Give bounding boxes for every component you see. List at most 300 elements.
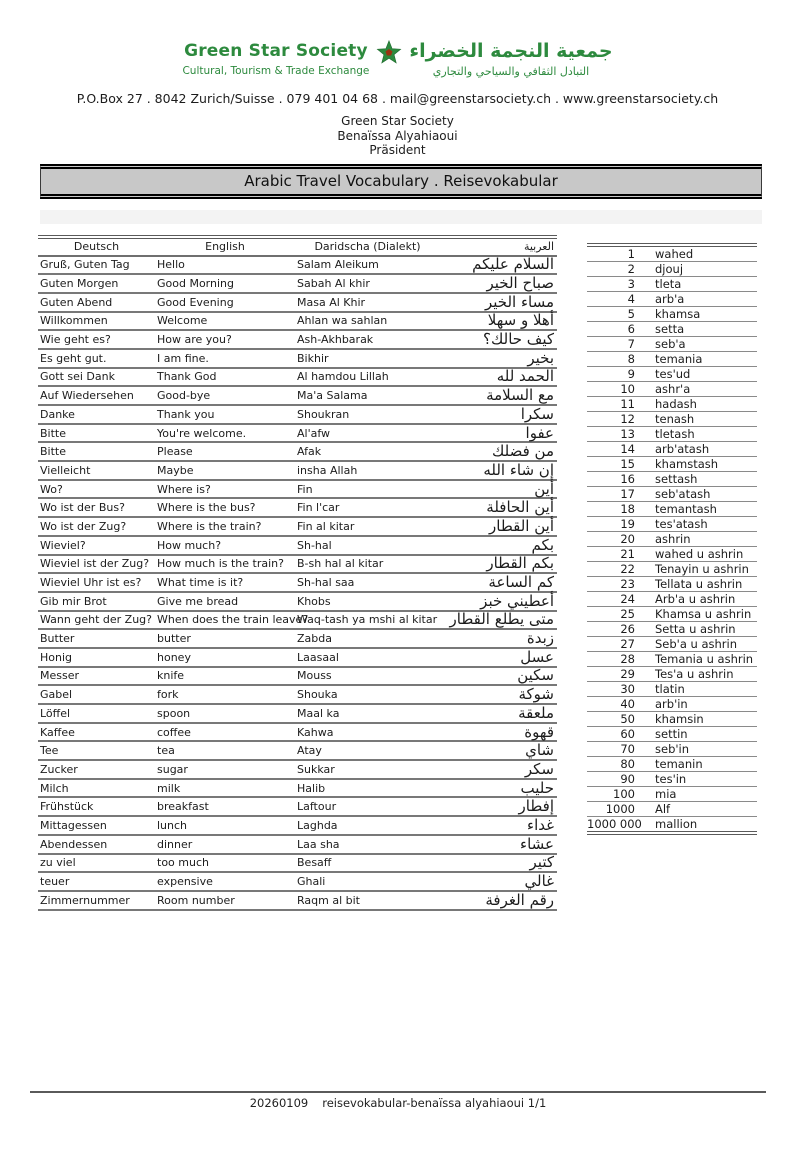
number-cell-num: 60 bbox=[587, 726, 645, 741]
vocab-cell-ar: إفطار bbox=[440, 797, 557, 816]
vocab-row bbox=[38, 536, 557, 555]
footer-page-indicator: 1/1 bbox=[527, 1096, 547, 1110]
number-cell-word: wahed bbox=[645, 245, 757, 262]
vocab-cell-dialect: Fin al kitar bbox=[295, 517, 440, 536]
number-cell-word: Temania u ashrin bbox=[645, 651, 757, 666]
number-cell-num: 5 bbox=[587, 306, 645, 321]
number-cell-word: ashr'a bbox=[645, 381, 757, 396]
number-row bbox=[587, 666, 757, 681]
vocab-cell-ar: السلام عليكم bbox=[440, 256, 557, 275]
number-row bbox=[587, 321, 757, 336]
vocab-cell-ar: إن شاء الله bbox=[440, 461, 557, 480]
number-row bbox=[587, 711, 757, 726]
number-cell-word: arb'atash bbox=[645, 441, 757, 456]
number-row bbox=[587, 531, 757, 546]
number-cell-num: 30 bbox=[587, 681, 645, 696]
vocab-cell-de: Auf Wiedersehen bbox=[38, 386, 155, 405]
vocab-row bbox=[38, 835, 557, 854]
vocab-cell-ar: مع السلامة bbox=[440, 386, 557, 405]
number-row bbox=[587, 681, 757, 696]
number-cell-num: 90 bbox=[587, 771, 645, 786]
vocab-cell-de: Gabel bbox=[38, 685, 155, 704]
vocab-cell-dialect: Zabda bbox=[295, 629, 440, 648]
vocab-cell-en: spoon bbox=[155, 704, 295, 723]
number-cell-word: tes'ud bbox=[645, 366, 757, 381]
number-cell-word: tleta bbox=[645, 276, 757, 291]
vocab-cell-de: Willkommen bbox=[38, 312, 155, 331]
vocab-cell-ar: أين القطار bbox=[440, 517, 557, 536]
number-row bbox=[587, 801, 757, 816]
vocab-cell-en: Thank God bbox=[155, 368, 295, 387]
vocab-cell-de: Wie geht es? bbox=[38, 330, 155, 349]
vocab-cell-en: How much? bbox=[155, 536, 295, 555]
vocab-cell-en: Give me bread bbox=[155, 592, 295, 611]
vocab-cell-en: Where is the train? bbox=[155, 517, 295, 536]
number-cell-word: ashrin bbox=[645, 531, 757, 546]
number-row bbox=[587, 651, 757, 666]
vocab-cell-en: You're welcome. bbox=[155, 424, 295, 443]
vocab-cell-ar: بخير bbox=[440, 349, 557, 368]
vocab-cell-de: Frühstück bbox=[38, 797, 155, 816]
vocab-cell-dialect: Maal ka bbox=[295, 704, 440, 723]
number-row bbox=[587, 591, 757, 606]
vocab-cell-en: Good Evening bbox=[155, 293, 295, 312]
number-cell-word: hadash bbox=[645, 396, 757, 411]
number-row bbox=[587, 741, 757, 756]
number-cell-num: 11 bbox=[587, 396, 645, 411]
vocab-cell-dialect: Ash-Akhbarak bbox=[295, 330, 440, 349]
vocab-cell-de: Butter bbox=[38, 629, 155, 648]
number-cell-word: setta bbox=[645, 321, 757, 336]
vocab-cell-ar: سكرا bbox=[440, 405, 557, 424]
number-cell-num: 24 bbox=[587, 591, 645, 606]
document-title: Arabic Travel Vocabulary . Reisevokabular bbox=[244, 171, 558, 190]
vocab-cell-de: Bitte bbox=[38, 442, 155, 461]
number-row bbox=[587, 636, 757, 651]
number-cell-word: Alf bbox=[645, 801, 757, 816]
vocab-row bbox=[38, 480, 557, 499]
document-page bbox=[0, 40, 795, 1164]
vocab-cell-en: Thank you bbox=[155, 405, 295, 424]
vocab-cell-de: Milch bbox=[38, 779, 155, 798]
vocab-row bbox=[38, 611, 557, 630]
number-row bbox=[587, 621, 757, 636]
vocab-row bbox=[38, 779, 557, 798]
number-cell-num: 14 bbox=[587, 441, 645, 456]
vocab-cell-en: I am fine. bbox=[155, 349, 295, 368]
vocab-cell-de: Gruß, Guten Tag bbox=[38, 256, 155, 275]
vocab-cell-de: Vielleicht bbox=[38, 461, 155, 480]
number-cell-word: settin bbox=[645, 726, 757, 741]
vocab-cell-ar: أين bbox=[440, 480, 557, 499]
number-cell-word: Setta u ashrin bbox=[645, 621, 757, 636]
number-cell-word: arb'in bbox=[645, 696, 757, 711]
vocab-row bbox=[38, 312, 557, 331]
number-cell-num: 17 bbox=[587, 486, 645, 501]
vocab-cell-dialect: Afak bbox=[295, 442, 440, 461]
vocab-cell-dialect: Ghali bbox=[295, 872, 440, 891]
vocab-cell-ar: رقم الغرفة bbox=[440, 891, 557, 910]
number-cell-word: seb'atash bbox=[645, 486, 757, 501]
vocab-row bbox=[38, 461, 557, 480]
logo-arabic-block bbox=[409, 40, 612, 79]
vocab-cell-de: Wieviel Uhr ist es? bbox=[38, 573, 155, 592]
number-cell-num: 3 bbox=[587, 276, 645, 291]
number-cell-word: settash bbox=[645, 471, 757, 486]
number-row bbox=[587, 756, 757, 771]
number-cell-word: Tenayin u ashrin bbox=[645, 561, 757, 576]
vocab-row bbox=[38, 442, 557, 461]
vocab-cell-dialect: Fin bbox=[295, 480, 440, 499]
vocab-cell-de: Bitte bbox=[38, 424, 155, 443]
vocab-cell-ar: الحمد لله bbox=[440, 368, 557, 387]
vocab-cell-en: Good-bye bbox=[155, 386, 295, 405]
vocab-cell-dialect: Sh-hal saa bbox=[295, 573, 440, 592]
vocab-cell-dialect: Shoukran bbox=[295, 405, 440, 424]
vocab-cell-dialect: Sh-hal bbox=[295, 536, 440, 555]
org-name: Green Star Society bbox=[341, 114, 454, 128]
number-cell-word: mallion bbox=[645, 816, 757, 833]
number-cell-num: 6 bbox=[587, 321, 645, 336]
vocab-cell-de: Honig bbox=[38, 648, 155, 667]
number-cell-num: 22 bbox=[587, 561, 645, 576]
vocab-cell-en: butter bbox=[155, 629, 295, 648]
vocab-cell-en: too much bbox=[155, 854, 295, 873]
vocab-cell-de: Wo ist der Bus? bbox=[38, 498, 155, 517]
number-cell-word: seb'in bbox=[645, 741, 757, 756]
vocab-cell-ar: كيف حالك؟ bbox=[440, 330, 557, 349]
vocab-cell-de: Es geht gut. bbox=[38, 349, 155, 368]
vocab-cell-de: Gib mir Brot bbox=[38, 592, 155, 611]
vocab-cell-ar: عفوا bbox=[440, 424, 557, 443]
footer bbox=[30, 1091, 766, 1110]
vocab-cell-en: When does the train leave? bbox=[155, 611, 295, 630]
vocab-row bbox=[38, 891, 557, 910]
vocab-cell-ar: كتير bbox=[440, 854, 557, 873]
org-president-title: Präsident bbox=[369, 143, 426, 157]
logo-english-block bbox=[182, 40, 369, 79]
vocab-cell-ar: قهوة bbox=[440, 723, 557, 742]
vocab-cell-dialect: Bikhir bbox=[295, 349, 440, 368]
header-daridscha: Daridscha (Dialekt) bbox=[295, 237, 440, 256]
vocab-cell-dialect: Laasaal bbox=[295, 648, 440, 667]
number-row bbox=[587, 261, 757, 276]
number-cell-num: 15 bbox=[587, 456, 645, 471]
number-cell-num: 23 bbox=[587, 576, 645, 591]
vocab-row bbox=[38, 704, 557, 723]
number-cell-num: 27 bbox=[587, 636, 645, 651]
vocab-cell-de: zu viel bbox=[38, 854, 155, 873]
number-cell-num: 50 bbox=[587, 711, 645, 726]
number-cell-word: wahed u ashrin bbox=[645, 546, 757, 561]
number-cell-num: 10 bbox=[587, 381, 645, 396]
vocab-cell-de: Kaffee bbox=[38, 723, 155, 742]
vocab-cell-dialect: Besaff bbox=[295, 854, 440, 873]
number-row bbox=[587, 276, 757, 291]
vocab-cell-ar: كم الساعة bbox=[440, 573, 557, 592]
vocab-cell-en: knife bbox=[155, 667, 295, 686]
number-row bbox=[587, 696, 757, 711]
vocab-cell-dialect: Raqm al bit bbox=[295, 891, 440, 910]
number-cell-num: 29 bbox=[587, 666, 645, 681]
vocab-cell-ar: مساء الخير bbox=[440, 293, 557, 312]
vocab-cell-de: Wann geht der Zug? bbox=[38, 611, 155, 630]
number-cell-word: tletash bbox=[645, 426, 757, 441]
header-deutsch: Deutsch bbox=[38, 237, 155, 256]
document-title-bar bbox=[40, 164, 762, 199]
number-cell-num: 19 bbox=[587, 516, 645, 531]
number-row bbox=[587, 396, 757, 411]
vocab-cell-de: teuer bbox=[38, 872, 155, 891]
vocab-cell-ar: بكم القطار bbox=[440, 555, 557, 574]
number-cell-word: Arb'a u ashrin bbox=[645, 591, 757, 606]
contact-line: P.O.Box 27 . 8042 Zurich/Suisse . 079 401 04 68 . mail@greenstarsociety.ch . www.greenstarsociety.ch bbox=[76, 91, 719, 106]
vocab-cell-en: honey bbox=[155, 648, 295, 667]
vocab-cell-dialect: Al hamdou Lillah bbox=[295, 368, 440, 387]
vocab-cell-dialect: Ma'a Salama bbox=[295, 386, 440, 405]
number-cell-word: temanin bbox=[645, 756, 757, 771]
number-cell-num: 7 bbox=[587, 336, 645, 351]
number-row bbox=[587, 606, 757, 621]
footer-text bbox=[30, 1096, 766, 1110]
number-cell-num: 80 bbox=[587, 756, 645, 771]
vocab-cell-dialect: Ahlan wa sahlan bbox=[295, 312, 440, 331]
number-cell-num: 12 bbox=[587, 411, 645, 426]
number-cell-word: khamstash bbox=[645, 456, 757, 471]
vocab-row bbox=[38, 685, 557, 704]
number-cell-num: 25 bbox=[587, 606, 645, 621]
vocab-cell-en: coffee bbox=[155, 723, 295, 742]
number-row bbox=[587, 816, 757, 833]
vocab-cell-dialect: Mouss bbox=[295, 667, 440, 686]
vocab-cell-ar: شوكة bbox=[440, 685, 557, 704]
vocab-cell-ar: أين الحافلة bbox=[440, 498, 557, 517]
header-arabic: العربية bbox=[440, 237, 557, 256]
number-row bbox=[587, 456, 757, 471]
number-cell-num: 4 bbox=[587, 291, 645, 306]
vocab-cell-dialect: Fin l'car bbox=[295, 498, 440, 517]
vocab-cell-en: fork bbox=[155, 685, 295, 704]
vocab-row bbox=[38, 592, 557, 611]
vocab-cell-en: lunch bbox=[155, 816, 295, 835]
logo bbox=[182, 40, 612, 79]
org-block bbox=[0, 114, 795, 158]
number-row bbox=[587, 501, 757, 516]
vocab-row bbox=[38, 629, 557, 648]
vocab-cell-dialect: Sukkar bbox=[295, 760, 440, 779]
number-row bbox=[587, 306, 757, 321]
vocab-row bbox=[38, 555, 557, 574]
vocab-cell-en: tea bbox=[155, 741, 295, 760]
vocab-cell-en: Where is the bus? bbox=[155, 498, 295, 517]
vocab-cell-de: Wo ist der Zug? bbox=[38, 517, 155, 536]
number-row bbox=[587, 441, 757, 456]
vocab-row bbox=[38, 498, 557, 517]
number-row bbox=[587, 771, 757, 786]
vocab-cell-dialect: Sabah Al khir bbox=[295, 274, 440, 293]
vocab-cell-dialect: B-sh hal al kitar bbox=[295, 555, 440, 574]
vocab-row bbox=[38, 368, 557, 387]
vocab-row bbox=[38, 293, 557, 312]
vocab-cell-dialect: Waq-tash ya mshi al kitar bbox=[295, 611, 440, 630]
number-cell-num: 8 bbox=[587, 351, 645, 366]
vocab-cell-ar: متى يطلع القطار bbox=[440, 611, 557, 630]
vocab-cell-de: Zucker bbox=[38, 760, 155, 779]
number-cell-word: temania bbox=[645, 351, 757, 366]
vocab-cell-de: Messer bbox=[38, 667, 155, 686]
vocab-cell-ar: من فضلك bbox=[440, 442, 557, 461]
number-cell-num: 18 bbox=[587, 501, 645, 516]
letterhead bbox=[0, 40, 795, 79]
content-area bbox=[0, 235, 795, 1015]
number-row bbox=[587, 411, 757, 426]
number-cell-word: arb'a bbox=[645, 291, 757, 306]
vocab-cell-ar: بكم bbox=[440, 536, 557, 555]
vocab-cell-en: milk bbox=[155, 779, 295, 798]
vocab-cell-ar: زبدة bbox=[440, 629, 557, 648]
vocab-cell-de: Mittagessen bbox=[38, 816, 155, 835]
vocab-row bbox=[38, 723, 557, 742]
number-cell-word: Khamsa u ashrin bbox=[645, 606, 757, 621]
number-row bbox=[587, 426, 757, 441]
number-cell-word: tes'atash bbox=[645, 516, 757, 531]
numbers-table bbox=[587, 243, 757, 835]
vocab-cell-dialect: Atay bbox=[295, 741, 440, 760]
number-cell-word: mia bbox=[645, 786, 757, 801]
vocab-row bbox=[38, 405, 557, 424]
number-cell-num: 1000 000 bbox=[587, 816, 645, 833]
vocab-row bbox=[38, 760, 557, 779]
vocab-cell-ar: أهلا و سهلا bbox=[440, 312, 557, 331]
logo-tagline-arabic: التبادل الثقافي والسياحي والتجاري bbox=[432, 65, 590, 78]
logo-name-arabic: جمعية النجمة الخضراء bbox=[409, 40, 613, 62]
vocab-row bbox=[38, 386, 557, 405]
vocab-cell-en: breakfast bbox=[155, 797, 295, 816]
number-cell-word: djouj bbox=[645, 261, 757, 276]
vocab-cell-en: Please bbox=[155, 442, 295, 461]
vocab-row bbox=[38, 330, 557, 349]
vocab-cell-ar: عسل bbox=[440, 648, 557, 667]
number-row bbox=[587, 786, 757, 801]
vocab-cell-dialect: Halib bbox=[295, 779, 440, 798]
vocab-cell-de: Guten Abend bbox=[38, 293, 155, 312]
number-cell-num: 70 bbox=[587, 741, 645, 756]
number-row bbox=[587, 546, 757, 561]
number-cell-word: Tellata u ashrin bbox=[645, 576, 757, 591]
vocab-cell-dialect: Laghda bbox=[295, 816, 440, 835]
sub-band bbox=[40, 210, 762, 224]
number-cell-num: 20 bbox=[587, 531, 645, 546]
vocab-row bbox=[38, 573, 557, 592]
vocab-cell-en: Room number bbox=[155, 891, 295, 910]
footer-divider bbox=[30, 1091, 766, 1093]
number-row bbox=[587, 336, 757, 351]
vocab-cell-dialect: insha Allah bbox=[295, 461, 440, 480]
number-cell-word: Tes'a u ashrin bbox=[645, 666, 757, 681]
vocab-cell-ar: أعطيني خبز bbox=[440, 592, 557, 611]
number-row bbox=[587, 516, 757, 531]
vocab-cell-dialect: Kahwa bbox=[295, 723, 440, 742]
vocab-row bbox=[38, 424, 557, 443]
number-row bbox=[587, 351, 757, 366]
vocab-cell-de: Wo? bbox=[38, 480, 155, 499]
vocab-cell-en: Hello bbox=[155, 256, 295, 275]
vocab-row bbox=[38, 872, 557, 891]
number-cell-num: 1000 bbox=[587, 801, 645, 816]
vocab-cell-ar: سكين bbox=[440, 667, 557, 686]
vocab-cell-en: Good Morning bbox=[155, 274, 295, 293]
number-row bbox=[587, 381, 757, 396]
number-cell-word: tenash bbox=[645, 411, 757, 426]
vocab-cell-ar: شاي bbox=[440, 741, 557, 760]
number-cell-num: 2 bbox=[587, 261, 645, 276]
vocab-cell-en: Maybe bbox=[155, 461, 295, 480]
number-cell-word: khamsa bbox=[645, 306, 757, 321]
vocab-cell-ar: غالي bbox=[440, 872, 557, 891]
org-president-name: Benaïssa Alyahiaoui bbox=[337, 128, 458, 143]
number-cell-word: tlatin bbox=[645, 681, 757, 696]
number-row bbox=[587, 245, 757, 262]
vocab-cell-de: Zimmernummer bbox=[38, 891, 155, 910]
number-cell-word: Seb'a u ashrin bbox=[645, 636, 757, 651]
vocab-cell-dialect: Khobs bbox=[295, 592, 440, 611]
number-cell-num: 16 bbox=[587, 471, 645, 486]
number-row bbox=[587, 471, 757, 486]
vocab-cell-de: Guten Morgen bbox=[38, 274, 155, 293]
number-cell-num: 21 bbox=[587, 546, 645, 561]
vocab-row bbox=[38, 349, 557, 368]
number-cell-num: 13 bbox=[587, 426, 645, 441]
footer-docname: reisevokabular-benaïssa alyahiaoui bbox=[322, 1096, 525, 1110]
number-cell-word: tes'in bbox=[645, 771, 757, 786]
vocab-row bbox=[38, 741, 557, 760]
vocab-cell-ar: صباح الخير bbox=[440, 274, 557, 293]
vocab-cell-de: Tee bbox=[38, 741, 155, 760]
vocab-cell-de: Gott sei Dank bbox=[38, 368, 155, 387]
number-cell-num: 28 bbox=[587, 651, 645, 666]
number-cell-num: 26 bbox=[587, 621, 645, 636]
number-row bbox=[587, 366, 757, 381]
vocab-cell-ar: عشاء bbox=[440, 835, 557, 854]
vocab-cell-en: expensive bbox=[155, 872, 295, 891]
vocab-cell-de: Löffel bbox=[38, 704, 155, 723]
number-cell-word: temantash bbox=[645, 501, 757, 516]
number-row bbox=[587, 561, 757, 576]
vocabulary-table bbox=[38, 235, 557, 911]
vocab-row bbox=[38, 274, 557, 293]
footer-date: 20260109 bbox=[249, 1096, 309, 1110]
vocab-cell-de: Danke bbox=[38, 405, 155, 424]
vocab-cell-dialect: Laa sha bbox=[295, 835, 440, 854]
number-row bbox=[587, 726, 757, 741]
vocab-cell-en: How much is the train? bbox=[155, 555, 295, 574]
number-row bbox=[587, 291, 757, 306]
vocab-cell-ar: ملعقة bbox=[440, 704, 557, 723]
vocab-row bbox=[38, 256, 557, 275]
logo-tagline-english: Cultural, Tourism & Trade Exchange bbox=[182, 65, 370, 77]
vocab-cell-dialect: Salam Aleikum bbox=[295, 256, 440, 275]
number-cell-word: seb'a bbox=[645, 336, 757, 351]
vocab-row bbox=[38, 667, 557, 686]
vocab-cell-ar: سكر bbox=[440, 760, 557, 779]
vocab-row bbox=[38, 797, 557, 816]
number-row bbox=[587, 486, 757, 501]
number-cell-num: 1 bbox=[587, 245, 645, 262]
number-cell-num: 100 bbox=[587, 786, 645, 801]
vocab-cell-en: sugar bbox=[155, 760, 295, 779]
vocab-cell-en: What time is it? bbox=[155, 573, 295, 592]
vocab-cell-de: Abendessen bbox=[38, 835, 155, 854]
